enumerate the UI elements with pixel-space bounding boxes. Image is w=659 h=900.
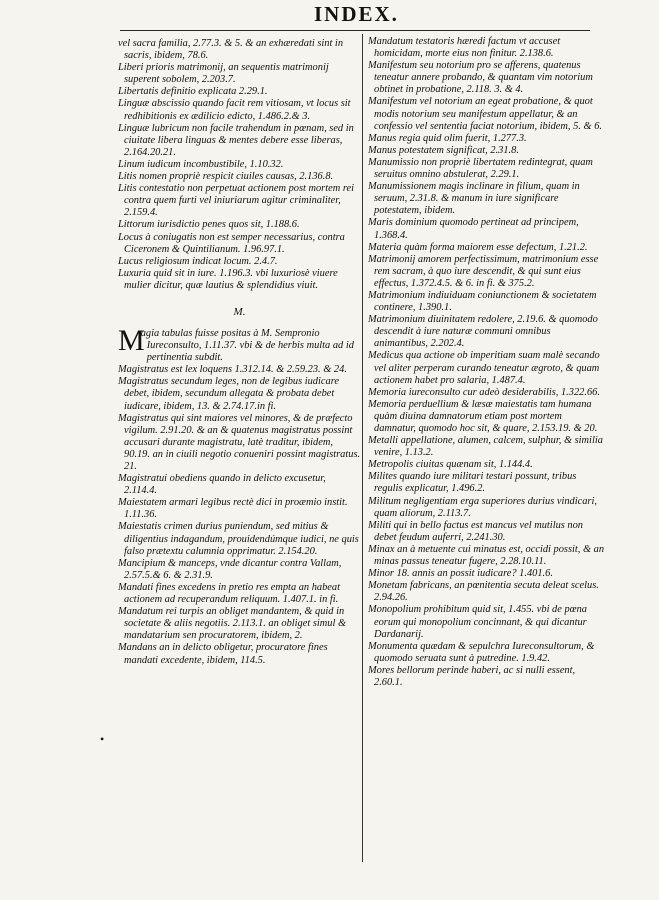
index-entry: Magistratus qui sint maiores vel minores, & de præfecto vigilum. 2.91.20. & an & quatenus magistratus possint accusari durante magistratu, latè traditur, ibidem, 90.19. an in ciuili negotio conueniri possint magistratus. 21. <box>118 412 361 472</box>
index-entry: Matrimonij amorem perfectissimum, matrimonium esse rem sacram, à quo iure descendit, & qui sunt eius effectus, 1.372.4.5. & 6. in fi. & 375.2. <box>368 253 599 289</box>
index-entry: Minax an à metuente cui minatus est, occidi possit, & an minas passus teneatur fugere, 2.28.10.11. <box>368 543 605 568</box>
index-entry: Manumissionem magis inclinare in filium, quam in seruum, 2.31.8. & manum in iure significare potestatem, ibidem. <box>368 181 580 217</box>
right-column <box>368 36 606 689</box>
index-entry: Mandati fines excedens in pretio res empta an habeat actionem ad recuperandum reliquum. 1.407.1. in fi. <box>118 581 341 606</box>
index-entry: Memoria perduellium & læsæ maiestatis tam humana quàm diuina damnatorum etiam post mortem damnatur, quomodo hoc sit, & quare, 2.153.19. & 20. <box>368 398 598 434</box>
index-entry: Monumenta quædam & sepulchra Iureconsultorum, & quomodo seruata sunt à putredine. 1.9.42. <box>368 640 595 664</box>
index-entry: vel sacra familia, 2.77.3. & 5. & an exhæredati sint in sacris, ibidem, 78.6. <box>118 38 344 62</box>
index-entry: Magistratus est lex loquens 1.312.14. & 2.59.23. & 24. <box>118 364 347 376</box>
index-entry: Linguæ abscissio quando facit rem vitiosam, vt locus sit redhibitionis ex ædilicio edicto, 1.486.2.& 3. <box>118 98 351 122</box>
header-rule <box>120 30 590 31</box>
index-entry: Manumissio non propriè libertatem redintegrat, quam seruitus omnino abstulerat, 2.29.1. <box>368 156 593 181</box>
page-header <box>0 0 659 40</box>
index-entry: Monopolium prohibitum quid sit, 1.455. vbi de pœna eorum qui monopolium concinnant, & qui dicantur Dardanarij. <box>368 604 587 640</box>
index-entry: Lucus religiosum indicat locum. 2.4.7. <box>118 255 278 267</box>
index-entry: Mandans an in delicto obligetur, procuratore fines mandati excedente, ibidem, 114.5. <box>118 642 328 666</box>
index-entry: Manifestum seu notorium pro se afferens, quatenus teneatur annere probando, & quantam vim notorium obtinet in probatione, 2.118. 3. & 4. <box>368 60 593 96</box>
index-entry: Medicus qua actione ob imperitiam suam malè secando vel aliter perperam curando teneatur ægroto, & quam actionem habet pro salaria, 1.487.4. <box>368 350 600 386</box>
index-entry: Luxuria quid sit in iure. 1.196.3. vbi luxuriosè viuere mulier dicitur, quæ lautius & splendidius viuit. <box>118 267 338 291</box>
index-entry: Minor 18. annis an possit iudicare? 1.401.6. <box>368 568 553 580</box>
index-entry: Militi qui in bello factus est mancus vel mutilus non debet feudum auferri, 2.241.30. <box>368 519 584 543</box>
index-entry: Matrimonium diuinitatem redolere, 2.19.6. & quomodo descendit à iure naturæ communi omnibus animantibus, 2.202.4. <box>368 314 598 350</box>
index-entry: Libertatis definitio explicata 2.29.1. <box>118 86 268 98</box>
index-entry: Linum iudicum incombustibile, 1.10.32. <box>118 158 284 170</box>
index-entry: Litis nomen propriè respicit ciuiles causas, 2.136.8. <box>118 171 334 183</box>
section-letter-m: M. <box>233 305 246 318</box>
index-entry: Littorum iurisdictio penes quos sit, 1.188.6. <box>118 219 300 231</box>
index-entry: Magia tabulas fuisse positas à M. Sempronio Iureconsulto, 1.11.37. vbi & de herbis multa ad id pertinentia subdit. <box>118 323 354 364</box>
index-entry: Mandatum rei turpis an obliget mandantem, & quid in societate & aliis negotiis. 2.113.1. an obliget simul & mandatarium sen procuratorem, ibidem, 2. <box>118 606 347 642</box>
index-entry: Magistratui obediens quando in delicto excusetur, 2.114.4. <box>118 473 326 497</box>
index-entry: Maris dominium quomodo pertineat ad principem, 1.368.4. <box>368 217 579 241</box>
index-entry: Linguæ lubricum non facile trahendum in pœnam, sed in ciuitate libera linguas & mentes debere esse liberas, 2.164.20.21. <box>118 122 354 158</box>
left-column <box>118 38 361 667</box>
index-entry: Maiestatem armari legibus rectè dici in proæmio instit. 1.11.36. <box>118 497 348 521</box>
index-entry: Manus potestatem significat, 2.31.8. <box>368 144 519 156</box>
index-entry: Mancipium & manceps, vnde dicantur contra Vallam, 2.57.5.& 6. & 2.31.9. <box>118 557 342 581</box>
index-title: INDEX. <box>314 2 399 26</box>
index-entry: Locus à coniugatis non est semper necessarius, contra Ciceronem & Quintilianum. 1.96.97.1. <box>118 231 345 255</box>
margin-mark: • <box>100 732 105 746</box>
index-entry: Milites quando iure militari testari possunt, tribus regulis explicatur, 1.496.2. <box>368 471 577 495</box>
index-entry: Liberi prioris matrimonij, an sequentis matrimonij superent sobolem, 2.203.7. <box>118 62 329 86</box>
index-entry: Maiestatis crimen durius puniendum, sed mitius & diligentius indagandum, prouidendúmque iudici, ne quis falso prætextu calumnia opprimatur. 2.154.20. <box>118 521 359 557</box>
index-entry: Monetam fabricans, an pœnitentia secuta deleat scelus. 2.94.26. <box>368 580 599 604</box>
index-entry: Manus regia quid olim fuerit, 1.277.3. <box>368 132 527 144</box>
index-entry: Matrimonium indiuiduam coniunctionem & societatem continere, 1.390.1. <box>368 289 597 314</box>
index-entry: Manifestum vel notorium an egeat probatione, & quot modis notorium seu manifestum appellatur, & an confessio vel sententia faciat notorium, ibidem, 5. & 6. <box>368 96 602 132</box>
index-entry: Mandatum testatoris hæredi factum vt accuset homicidam, morte eius non finitur. 2.138.6. <box>368 36 561 60</box>
column-divider <box>362 34 363 862</box>
index-entry: Mores bellorum perinde haberi, ac si nulli essent, 2.60.1. <box>368 664 576 688</box>
index-entry: Memoria iureconsulto cur adeò desiderabilis, 1.322.66. <box>368 386 600 398</box>
index-entry: Metalli appellatione, alumen, calcem, sulphur, & similia venire, 1.13.2. <box>368 435 603 459</box>
index-entry: Litis contestatio non perpetuat actionem post mortem rei contra quem furti vel iniuriarum agitur criminaliter, 2.159.4. <box>118 183 354 219</box>
index-entry: Magistratus secundum leges, non de legibus iudicare debet, ibidem, secundum allegata & probata debet iudicare, ibidem, 13. & 2.74.17.in fi. <box>118 376 339 412</box>
index-entry: Materia quàm forma maiorem esse defectum, 1.21.2. <box>368 241 588 253</box>
index-entry: Metropolis ciuitas quænam sit, 1.144.4. <box>368 459 533 471</box>
index-entry: Militum negligentiam erga superiores durius vindicari, quam aliorum, 2.113.7. <box>368 495 597 519</box>
